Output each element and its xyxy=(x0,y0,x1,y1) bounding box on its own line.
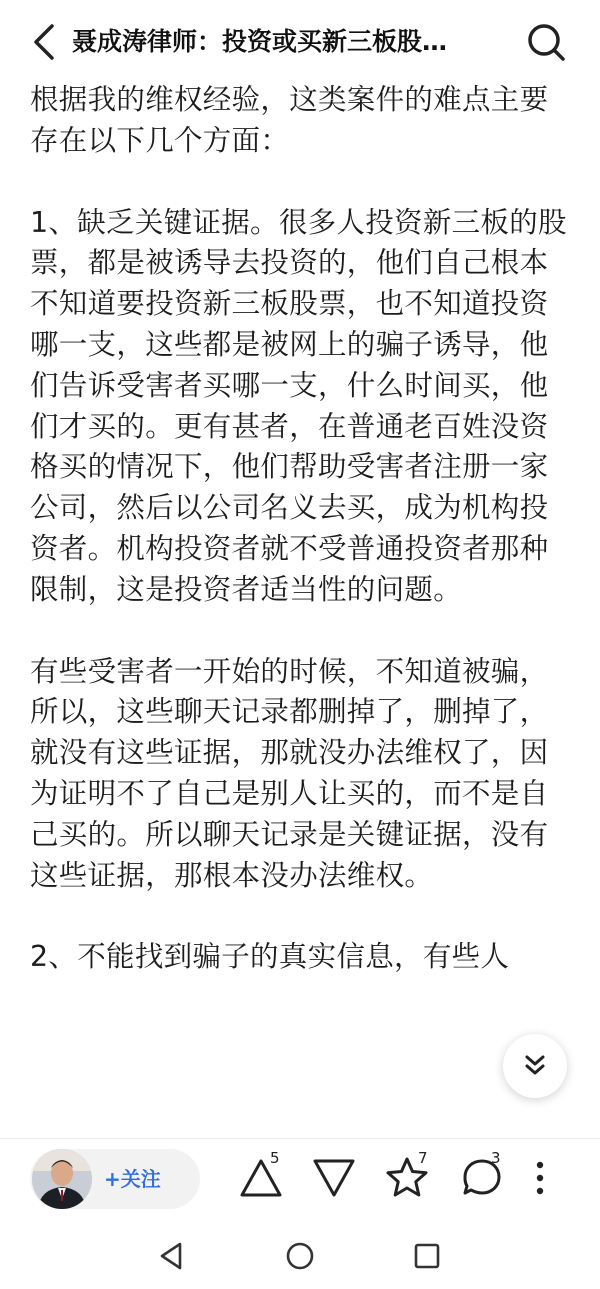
avatar[interactable] xyxy=(32,1149,92,1209)
article-paragraph: 根据我的维权经验，这类案件的难点主要存在以下几个方面： xyxy=(30,83,549,157)
search-button[interactable] xyxy=(522,18,570,66)
follow-button[interactable]: +关注 xyxy=(104,1167,161,1191)
thumbs-down-triangle-icon xyxy=(311,1155,357,1201)
page-title: 聂成涛律师：投资或买新三板股… xyxy=(72,27,448,56)
like-button[interactable] xyxy=(234,1151,290,1207)
article-paragraph: 2、不能找到骗子的真实信息，有些人 xyxy=(30,940,510,974)
nav-home-button[interactable] xyxy=(280,1236,320,1276)
back-button[interactable] xyxy=(22,20,66,64)
top-bar xyxy=(0,0,600,82)
scroll-down-button[interactable] xyxy=(503,1034,567,1098)
search-icon xyxy=(524,20,568,64)
nav-home-icon xyxy=(280,1236,320,1276)
like-count: 5 xyxy=(270,1149,280,1167)
article-paragraph: 1、缺乏关键证据。很多人投资新三板的股票，都是被诱导去投资的，他们自己根本不知道要投资新三板股票，也不知道投资哪一支，这些都是被网上的骗子诱导，他们告诉受害者买哪一支，什么时间买，他们才买的。更有甚者，在普通老百姓没资格买的情况下，他们帮助受害者注册一家公司，然后以公司名义去买，成为机构投资者。机构投资者就不受普通投资者那种限制，这是投资者适当性的问题。 xyxy=(30,205,567,606)
article-body xyxy=(30,80,570,1138)
comment-button[interactable] xyxy=(455,1151,511,1207)
dislike-button[interactable] xyxy=(307,1151,363,1207)
author-avatar-image xyxy=(32,1149,92,1209)
favorite-button[interactable] xyxy=(380,1151,436,1207)
comment-count: 3 xyxy=(491,1149,501,1167)
article-paragraph: 有些受害者一开始的时候，不知道被骗，所以，这些聊天记录都删掉了，删掉了，就没有这些证据，那就没办法维权了，因为证明不了自己是别人让买的，而不是自己买的。所以聊天记录是关键证据，没有这些证据，那根本没办法维权。 xyxy=(30,654,549,892)
back-icon xyxy=(30,22,58,62)
nav-recent-button[interactable] xyxy=(407,1236,447,1276)
author-follow-pill xyxy=(30,1149,200,1209)
nav-recent-icon xyxy=(407,1236,447,1276)
double-chevron-down-icon xyxy=(522,1053,548,1079)
favorite-count: 7 xyxy=(418,1149,428,1167)
nav-back-icon xyxy=(152,1236,192,1276)
action-bar xyxy=(0,1138,600,1221)
system-nav-bar xyxy=(0,1220,600,1289)
nav-back-button[interactable] xyxy=(152,1236,192,1276)
more-button[interactable] xyxy=(520,1151,560,1207)
more-icon xyxy=(524,1155,556,1201)
